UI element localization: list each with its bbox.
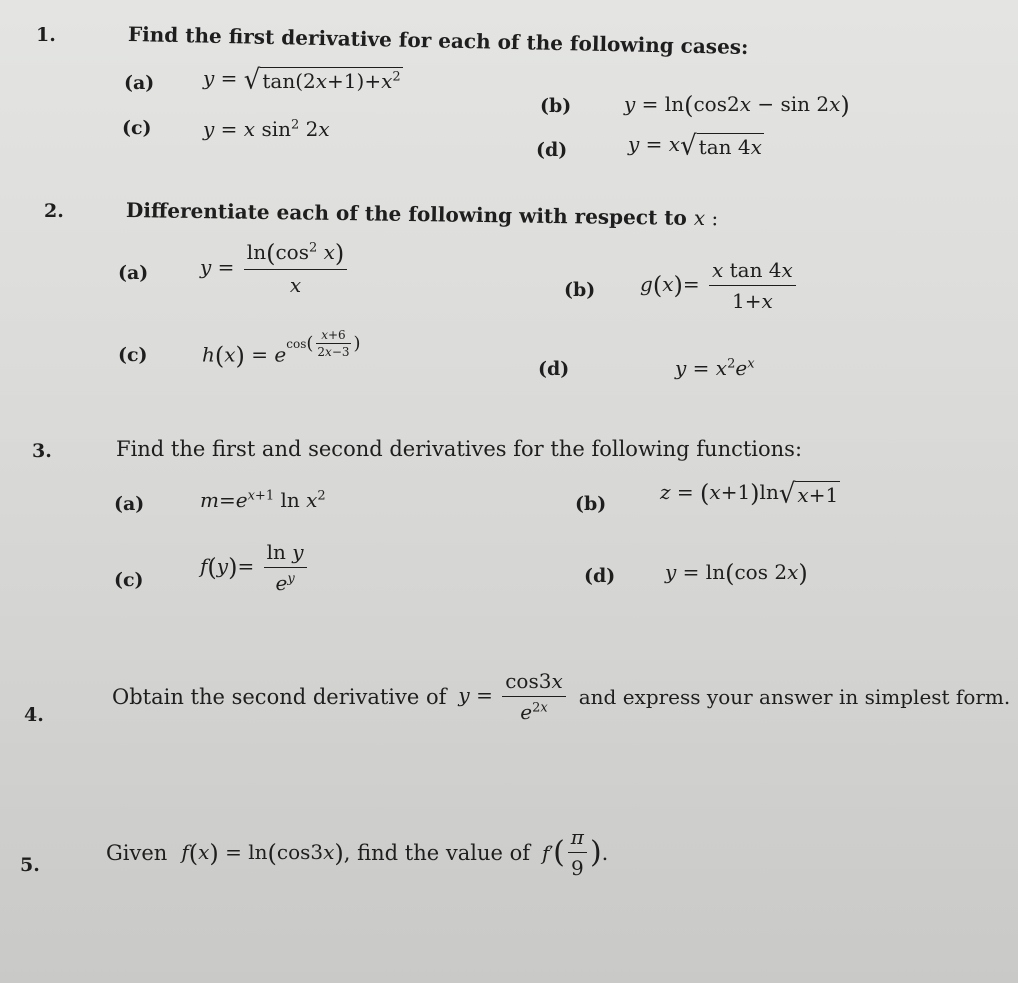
question-4-instruction-after: and express your answer in simplest form. bbox=[578, 684, 1011, 709]
q2c-expression: h(x) = e cos ( $\frac{x+6}{2x-3}$ ) bbox=[202, 328, 361, 370]
q5-expression: f(x) = ln(cos3x) bbox=[181, 839, 344, 868]
q3b-label: (b) bbox=[575, 493, 607, 515]
q2d-expression: $y = x^2e^x$ bbox=[675, 356, 755, 380]
q2a-label: (a) bbox=[118, 262, 149, 284]
q2b-expression: g(x)= $\frac{\text{x tan 4x}}{1+x}$ bbox=[640, 258, 799, 313]
question-2-number: 2. bbox=[44, 200, 64, 222]
q1a-expression: y = √ $\tan(2x+1)+x^2$ bbox=[203, 63, 401, 96]
q1a-label: (a) bbox=[124, 72, 155, 94]
q5-expression-2: f ′ ( $\frac{\pi}{9}$ ) bbox=[542, 825, 602, 880]
question-2-instruction bbox=[126, 198, 719, 230]
question-3-instruction: Find the first and second derivatives for the following functions: bbox=[116, 437, 803, 461]
question-1-number: 1. bbox=[36, 24, 56, 46]
q2b-label: (b) bbox=[564, 279, 596, 301]
question-5-number: 5. bbox=[20, 854, 40, 876]
q1c-label: (c) bbox=[122, 117, 152, 139]
q2c-label: (c) bbox=[118, 344, 148, 366]
q3d-label: (d) bbox=[584, 565, 616, 587]
q1c-expression: y = x $\sin^2 2x$ bbox=[203, 117, 330, 141]
q2d-label: (d) bbox=[538, 358, 570, 380]
question-5-instruction-before: Given bbox=[106, 840, 168, 865]
q1d-label: (d) bbox=[536, 139, 568, 161]
q1b-expression: y = ln(cos2x − sin 2x) bbox=[624, 91, 850, 120]
question-2-instruction-text: Differentiate each of the following with respect to bbox=[125, 198, 687, 230]
q4-expression: y = $\frac{\cos 3x}{e^{2x}}$ bbox=[458, 669, 568, 724]
q3b-expression: z = (x+1)ln √ x+1 bbox=[660, 477, 839, 510]
q3d-expression: y = ln(cos 2x) bbox=[665, 559, 808, 588]
question-4-instruction-before: Obtain the second derivative of bbox=[112, 684, 447, 709]
q3a-label: (a) bbox=[114, 493, 145, 515]
question-4-line bbox=[112, 669, 1010, 724]
question-3-number: 3. bbox=[32, 440, 52, 462]
question-1-instruction: Find the first derivative for each of the following cases: bbox=[127, 22, 749, 59]
question-4-number: 4. bbox=[24, 704, 44, 726]
q2a-expression: y = $\frac{\ln(\cos^2 x)}{x}$ bbox=[200, 240, 350, 297]
q3c-expression: f(y)= $\frac{\text{ln y}}{e^y}$ bbox=[200, 540, 310, 595]
question-2-instruction-var: x bbox=[693, 205, 706, 231]
question-2-instruction-end: : bbox=[704, 206, 719, 231]
question-5-instruction-after: . bbox=[601, 840, 609, 865]
q3c-label: (c) bbox=[114, 569, 144, 591]
question-5-line bbox=[106, 825, 608, 880]
q3a-expression: $m=e^{x+1}$ $\ln x^2$ bbox=[200, 488, 326, 512]
question-5-instruction-middle: , find the value of bbox=[343, 840, 531, 865]
q1b-label: (b) bbox=[540, 95, 572, 117]
q1d-expression: y = x √ tan 4x bbox=[628, 129, 762, 162]
